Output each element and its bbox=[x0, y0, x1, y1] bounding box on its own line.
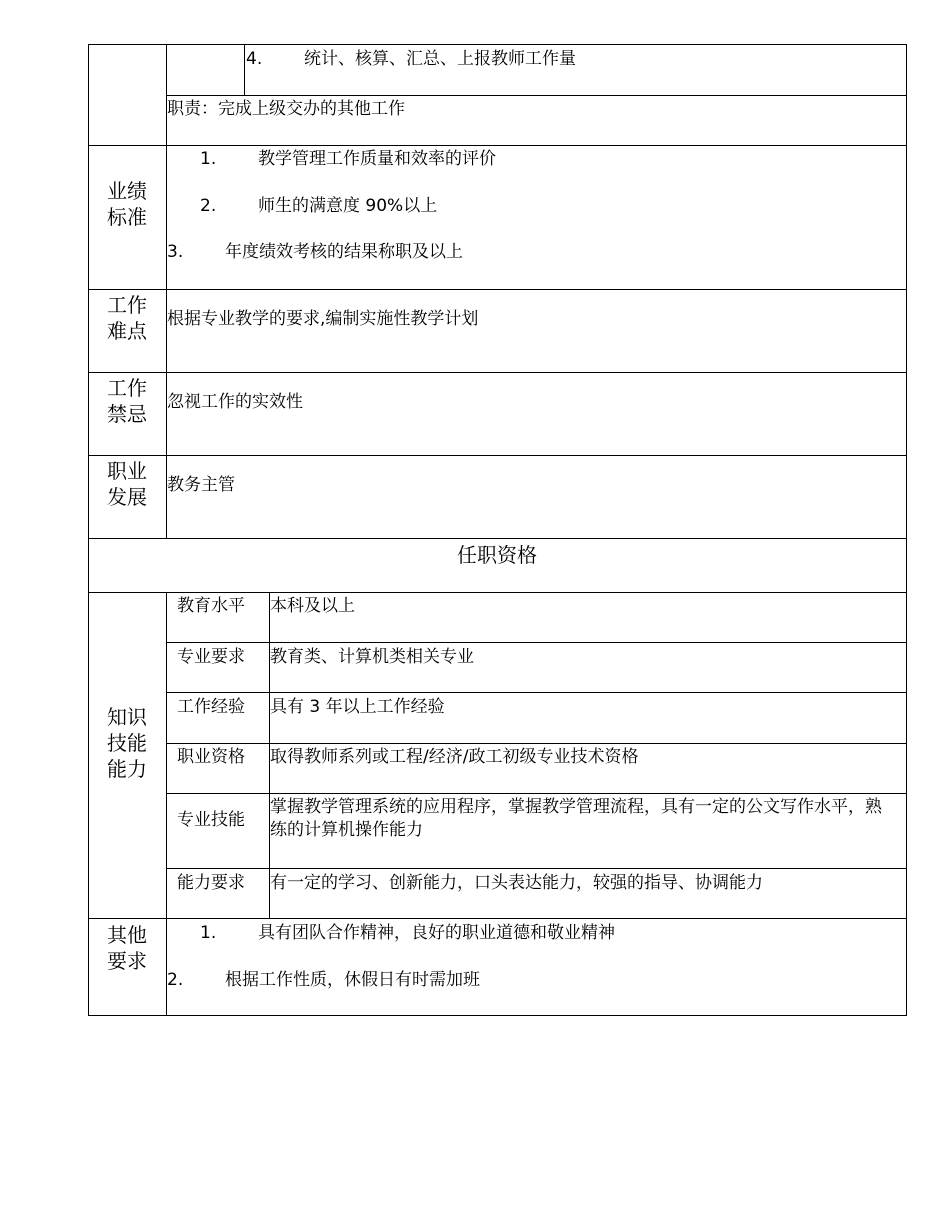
label-line: 知识 bbox=[107, 705, 147, 729]
table-border-right bbox=[906, 44, 907, 1016]
row-divider bbox=[88, 538, 907, 539]
item-text: 具有团队合作精神，良好的职业道德和敬业精神 bbox=[258, 923, 615, 943]
row-divider bbox=[88, 372, 907, 373]
row-divider bbox=[166, 793, 907, 794]
performance-item bbox=[167, 241, 463, 263]
item-text: 根据工作性质，休假日有时需加班 bbox=[225, 970, 480, 990]
performance-item bbox=[200, 195, 437, 217]
knowledge-label bbox=[88, 704, 166, 782]
knowledge-item-name: 专业技能 bbox=[177, 810, 245, 830]
knowledge-item-name: 能力要求 bbox=[177, 873, 245, 893]
knowledge-item-name: 专业要求 bbox=[177, 647, 245, 667]
item-number: 1. bbox=[200, 149, 217, 169]
label-line: 禁忌 bbox=[107, 402, 147, 426]
career-text: 教务主管 bbox=[167, 475, 235, 495]
row-divider bbox=[166, 743, 907, 744]
item-number: 2. bbox=[167, 970, 184, 990]
item-text: 教学管理工作质量和效率的评价 bbox=[258, 149, 496, 169]
label-column-divider bbox=[166, 592, 167, 1016]
item-number: 3. bbox=[167, 242, 184, 262]
label-line: 能力 bbox=[107, 757, 147, 781]
label-line: 工作 bbox=[107, 293, 147, 317]
item-text: 师生的满意度 90%以上 bbox=[258, 196, 438, 216]
performance-label bbox=[88, 178, 166, 230]
label-line: 业绩 bbox=[107, 179, 147, 203]
label-line: 职业 bbox=[107, 459, 147, 483]
row-divider bbox=[88, 289, 907, 290]
row-divider bbox=[166, 95, 907, 96]
knowledge-item-name: 职业资格 bbox=[177, 747, 245, 767]
performance-item bbox=[200, 148, 496, 170]
difficulty-text: 根据专业教学的要求,编制实施性教学计划 bbox=[167, 309, 479, 329]
qualification-title: 任职资格 bbox=[457, 543, 537, 567]
table-border-bottom bbox=[88, 1015, 907, 1016]
row-divider bbox=[166, 642, 907, 643]
other-item bbox=[167, 969, 480, 991]
item-number: 1. bbox=[200, 923, 217, 943]
item-text: 年度绩效考核的结果称职及以上 bbox=[225, 242, 463, 262]
label-line: 要求 bbox=[107, 949, 147, 973]
knowledge-item-value: 有一定的学习、创新能力，口头表达能力，较强的指导、协调能力 bbox=[270, 873, 763, 893]
label-line: 其他 bbox=[107, 923, 147, 947]
row-divider bbox=[166, 868, 907, 869]
row-divider bbox=[88, 592, 907, 593]
table-border-top bbox=[88, 44, 907, 45]
other-item bbox=[200, 922, 615, 944]
taboo-label bbox=[88, 375, 166, 427]
row-divider bbox=[166, 692, 907, 693]
difficulty-label bbox=[88, 292, 166, 344]
label-line: 难点 bbox=[107, 319, 147, 343]
duty-item bbox=[246, 48, 576, 70]
other-label bbox=[88, 922, 166, 974]
taboo-text: 忽视工作的实效性 bbox=[167, 392, 303, 412]
label-line: 技能 bbox=[107, 731, 147, 755]
row-divider bbox=[88, 145, 907, 146]
knowledge-item-value: 本科及以上 bbox=[270, 596, 355, 616]
label-line: 发展 bbox=[107, 485, 147, 509]
label-line: 标准 bbox=[107, 205, 147, 229]
knowledge-item-value: 教育类、计算机类相关专业 bbox=[270, 647, 474, 667]
item-number: 2. bbox=[200, 196, 217, 216]
knowledge-item-name: 工作经验 bbox=[177, 697, 245, 717]
item-number: 4. bbox=[246, 49, 263, 69]
career-label bbox=[88, 458, 166, 510]
knowledge-item-name: 教育水平 bbox=[177, 596, 245, 616]
knowledge-item-value: 具有 3 年以上工作经验 bbox=[270, 697, 445, 717]
duty-other: 职责：完成上级交办的其他工作 bbox=[167, 99, 405, 119]
knowledge-item-value: 取得教师系列或工程/经济/政工初级专业技术资格 bbox=[270, 747, 639, 767]
sub-column-divider bbox=[244, 44, 245, 96]
item-text: 统计、核算、汇总、上报教师工作量 bbox=[304, 49, 576, 69]
knowledge-item-value: 掌握教学管理系统的应用程序，掌握教学管理流程，具有一定的公文写作水平，熟练的计算机操作能力 bbox=[270, 797, 882, 840]
row-divider bbox=[88, 918, 907, 919]
label-line: 工作 bbox=[107, 376, 147, 400]
row-divider bbox=[88, 455, 907, 456]
